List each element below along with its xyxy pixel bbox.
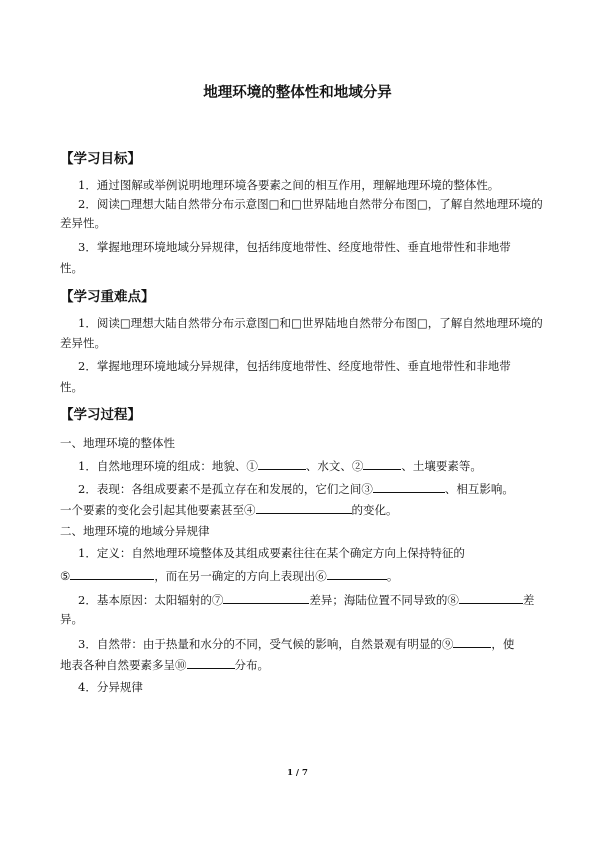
goal-2-line-2: 差异性。 — [60, 216, 106, 230]
line-natural-zone-1: 3．自然带：由于热量和水分的不同，受气候的影响，自然景观有明显的⑨ ，使 — [78, 637, 515, 651]
line-definition-2: ⑤ ，而在另一确定的方向上表现出⑥ 。 — [60, 569, 399, 583]
page-title: 地理环境的整体性和地域分异 — [203, 85, 392, 101]
heading-differentiation: 二、地理环境的地域分异规律 — [60, 524, 210, 538]
blank-10[interactable] — [187, 657, 235, 669]
blank-1[interactable] — [258, 458, 306, 470]
goal-3-line-2: 性。 — [60, 261, 83, 275]
line-manifestation: 2．表现：各组成要素不是孤立存在和发展的，它们之间③ 、相互影响。 — [78, 482, 514, 496]
goal-1: 1．通过图解或举例说明地理环境各要素之间的相互作用，理解地理环境的整体性。 — [78, 178, 500, 192]
blank-8[interactable] — [459, 592, 523, 604]
section-learning-goals: 【学习目标】 — [60, 151, 141, 167]
key-point-1-line-1: 1．阅读□理想大陆自然带分布示意图□和□世界陆地自然带分布图□，了解自然地理环境的 — [78, 316, 543, 330]
blank-7[interactable] — [223, 592, 309, 604]
key-point-1-line-2: 差异性。 — [60, 336, 106, 350]
blank-2[interactable] — [363, 458, 401, 470]
line-composition: 1．自然地理环境的组成：地貌、① 、水文、② 、土壤要素等。 — [78, 459, 482, 473]
line-definition-1: 1．定义：自然地理环境整体及其组成要素往往在某个确定方向上保持特征的 — [78, 546, 465, 560]
blank-5[interactable] — [70, 568, 154, 580]
goal-2-line-1: 2．阅读□理想大陆自然带分布示意图□和□世界陆地自然带分布图□，了解自然地理环境的 — [78, 197, 543, 211]
line-basic-cause-2: 异。 — [60, 612, 83, 626]
goal-3-line-1: 3．掌握地理环境地域分异规律，包括纬度地带性、经度地带性、垂直地带性和非地带 — [78, 240, 511, 254]
blank-3[interactable] — [373, 481, 445, 493]
blank-6[interactable] — [327, 568, 387, 580]
key-point-2-line-1: 2．掌握地理环境地域分异规律，包括纬度地带性、经度地带性、垂直地带性和非地带 — [78, 359, 511, 373]
line-element-change: 一个要素的变化会引起其他要素甚至④ 的变化。 — [60, 503, 398, 517]
line-natural-zone-2: 地表各种自然要素多呈⑩ 分布。 — [60, 658, 269, 672]
blank-9[interactable] — [453, 636, 491, 648]
section-learning-process: 【学习过程】 — [60, 407, 141, 423]
section-key-points: 【学习重难点】 — [60, 289, 155, 305]
line-pattern: 4．分异规律 — [78, 680, 143, 694]
blank-4[interactable] — [256, 502, 352, 514]
page-number: 1 / 7 — [287, 768, 308, 778]
line-basic-cause: 2．基本原因：太阳辐射的⑦ 差异；海陆位置不同导致的⑧ 差 — [78, 593, 535, 607]
heading-integrity: 一、地理环境的整体性 — [60, 436, 175, 450]
key-point-2-line-2: 性。 — [60, 380, 83, 394]
